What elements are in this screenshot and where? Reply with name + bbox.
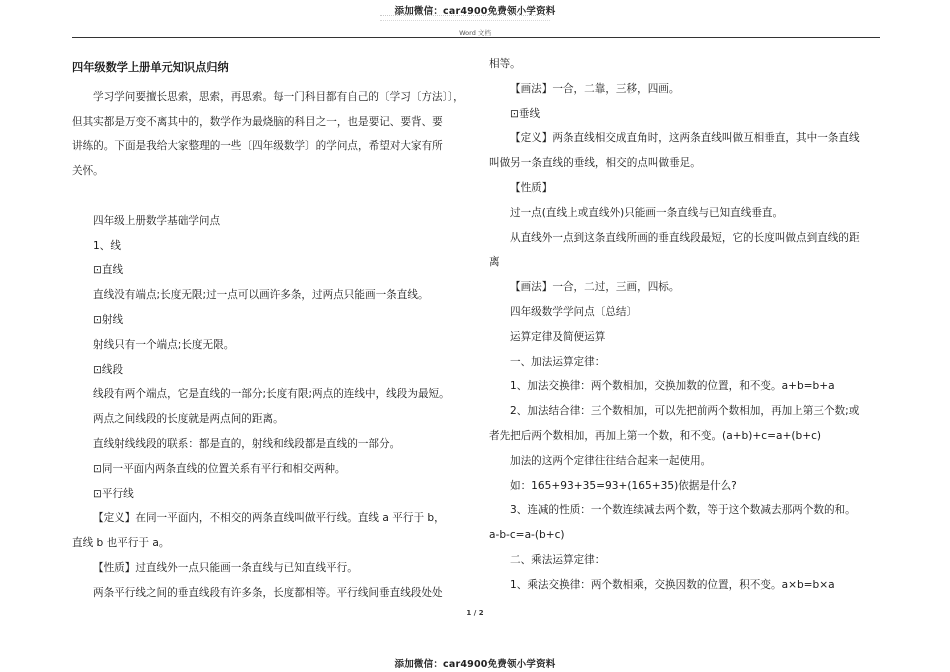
text-line: 线段有两个端点，它是直线的一部分;长度有限;两点的连线中，线段为最短。 [93,388,450,401]
text-line: 离 [489,256,500,269]
text-line: 直线 b 也平行于 a。 [72,537,170,550]
page-indicator: 1 / 2 [466,609,484,617]
text-line: 四年级上册数学基础学问点 [93,214,221,227]
text-line: 两条平行线之间的垂直线段有许多条，长度都相等。平行线间垂直线段处处 [93,586,443,599]
text-line: 但其实都是万变不离其中的，数学作为最烧脑的科目之一，也是要记、要背、要 [72,115,443,128]
text-line: 过一点(直线上或直线外)只能画一条直线与已知直线垂直。 [510,206,784,219]
text-line: 【画法】一合，二过，三画，四标。 [510,281,680,294]
text-line: 一、加法运算定律： [510,355,606,368]
text-line: ⊡平行线 [93,487,134,500]
text-line: ⊡垂线 [510,107,541,120]
top-watermark: 添加微信：car4900免费领小学资料 [394,6,556,17]
right-column [489,52,882,598]
text-line: 从直线外一点到这条直线所画的垂直线段最短，它的长度叫做点到直线的距 [510,231,860,244]
text-line: 【画法】一合，二靠，三移，四画。 [510,82,680,95]
text-line: 1、线 [93,239,121,252]
left-column [72,52,466,606]
text-line: 1、加法交换律：两个数相加，交换加数的位置，和不变。a+b=b+a [510,380,835,393]
blank-line [72,184,466,209]
text-line: ⊡同一平面内两条直线的位置关系有平行和相交两种。 [93,462,346,475]
header-divider [72,37,880,38]
text-line: 射线只有一个端点;长度无限。 [93,338,235,351]
document-title: 四年级数学上册单元知识点归纳 [72,61,229,74]
text-line: a-b-c=a-(b+c) [489,529,565,542]
text-line: 【性质】 [510,181,553,194]
text-line: 1、乘法交换律：两个数相乘，交换因数的位置，积不变。a×b=b×a [510,578,835,591]
faded-watermark-strip [380,15,550,21]
text-line: 讲练的。下面是我给大家整理的一些〔四年级数学〕的学问点，希望对大家有所 [72,140,443,153]
header-doc-label: Word 文档 [459,29,491,37]
text-line: 相等。 [489,58,521,70]
text-line: 二、乘法运算定律： [510,553,606,566]
text-line: 3、连减的性质：一个数连续减去两个数，等于这个数减去那两个数的和。 [510,504,856,517]
text-line: ⊡射线 [93,313,124,326]
text-line: 【性质】过直线外一点只能画一条直线与已知直线平行。 [93,561,358,574]
text-line: ⊡直线 [93,264,124,277]
text-line: 【定义】两条直线相交成直角时，这两条直线叫做互相垂直，其中一条直线 [510,132,860,145]
bottom-watermark: 添加微信：car4900免费领小学资料 [394,659,556,670]
text-line: 加法的这两个定律往往结合起来一起使用。 [510,454,712,467]
text-line: 学习学问要擅长思索，思索，再思索。每一门科目都有自己的〔学习〔方法〕〕， [93,90,464,103]
text-line: 关怀。 [72,165,104,178]
text-line: ⊡线段 [93,363,124,376]
text-line: 叫做另一条直线的垂线，相交的点叫做垂足。 [489,157,701,170]
text-line: 者先把后两个数相加，再加上第一个数，和不变。(a+b)+c=a+(b+c) [489,429,822,442]
text-line: 直线没有端点;长度无限;过一点可以画许多条，过两点只能画一条直线。 [93,289,429,302]
text-line: 四年级数学学问点〔总结〕 [510,305,638,318]
text-line: 【定义】在同一平面内，不相交的两条直线叫做平行线。直线 a 平行于 b， [93,512,445,525]
text-line: 直线射线线段的联系：都是直的，射线和线段都是直线的一部分。 [93,437,401,450]
text-line: 如：165+93+35=93+(165+35)依据是什么? [510,479,737,492]
text-line: 运算定律及简便运算 [510,330,606,343]
text-line: 2、加法结合律：三个数相加，可以先把前两个数相加，再加上第三个数;或 [510,405,860,418]
text-line: 两点之间线段的长度就是两点间的距离。 [93,413,284,426]
